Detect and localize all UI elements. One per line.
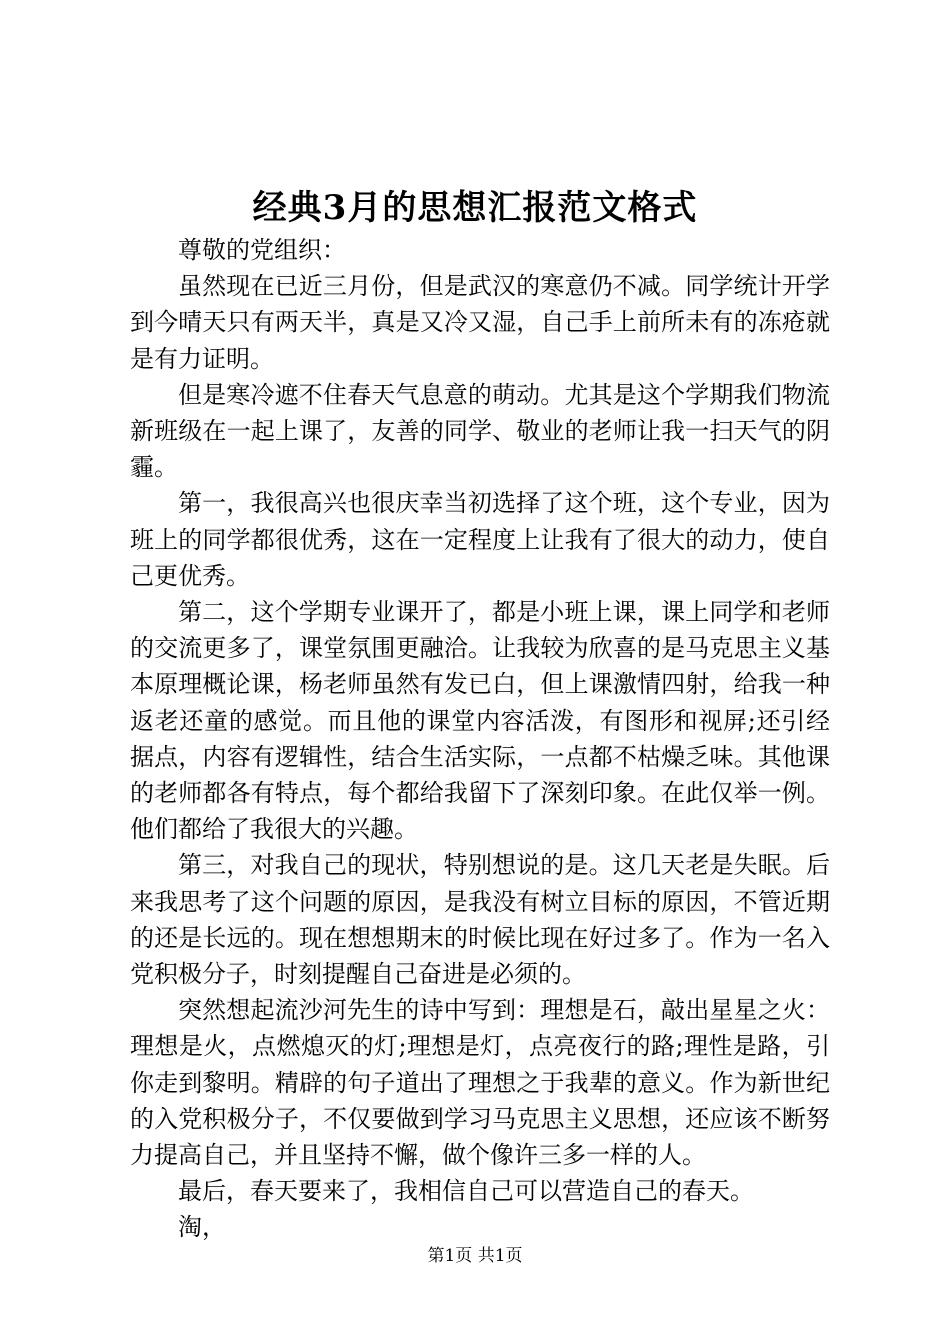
paragraph-2: 但是寒冷遮不住春天气息意的萌动。尤其是这个学期我们物流新班级在一起上课了，友善的同学、敬业的老师让我一扫天气的阴霾。	[130, 380, 830, 482]
paragraph-8: 淘，	[178, 1213, 226, 1242]
paragraph-7: 最后，春天要来了，我相信自己可以营造自己的春天。	[178, 1177, 754, 1206]
paragraph-3: 第一，我很高兴也很庆幸当初选择了这个班，这个专业，因为班上的同学都很优秀，这在一定程度上让我有了很大的动力，使自己更优秀。	[130, 489, 830, 590]
paragraph-4: 第二，这个学期专业课开了，都是小班上课，课上同学和老师的交流更多了，课堂氛围更融洽。让我较为欣喜的是马克思主义基本原理概论课，杨老师虽然有发已白，但上课激情四射，给我一种返老还童的感觉。而且他的课堂内容活泼，有图形和视屏;还引经据点，内容有逻辑性，结合生活实际，一点都不枯燥乏味。其他课的老师都各有特点，每个都给我留下了深刻印象。在此仅举一例。他们都给了我很大的兴趣。	[130, 598, 830, 844]
paragraph-6: 突然想起流沙河先生的诗中写到：理想是石，敲出星星之火：理想是火，点燃熄灭的灯;理想是灯，点亮夜行的路;理性是路，引你走到黎明。精辟的句子道出了理想之于我辈的意义。作为新世纪的入党积极分子，不仅要做到学习马克思主义思想，还应该不断努力提高自己，并且坚持不懈，做个像许三多一样的人。	[130, 996, 830, 1170]
salutation: 尊敬的党组织：	[178, 236, 346, 264]
paragraph-5: 第三，对我自己的现状，特别想说的是。这几天老是失眠。后来我思考了这个问题的原因，是我没有树立目标的原因，不管近期的还是长远的。现在想想期末的时候比现在好过多了。作为一名入党积极分子，时刻提醒自己奋进是必须的。	[130, 851, 830, 989]
paragraph-1: 虽然现在已近三月份，但是武汉的寒意仍不减。同学统计开学到今晴天只有两天半，真是又冷又湿，自己手上前所未有的冻疮就是有力证明。	[130, 272, 830, 373]
page-footer: 第1页 共1页	[427, 1246, 523, 1266]
document-body	[130, 232, 830, 1246]
document-title: 经典3月的思想汇报范文格式	[252, 188, 698, 228]
